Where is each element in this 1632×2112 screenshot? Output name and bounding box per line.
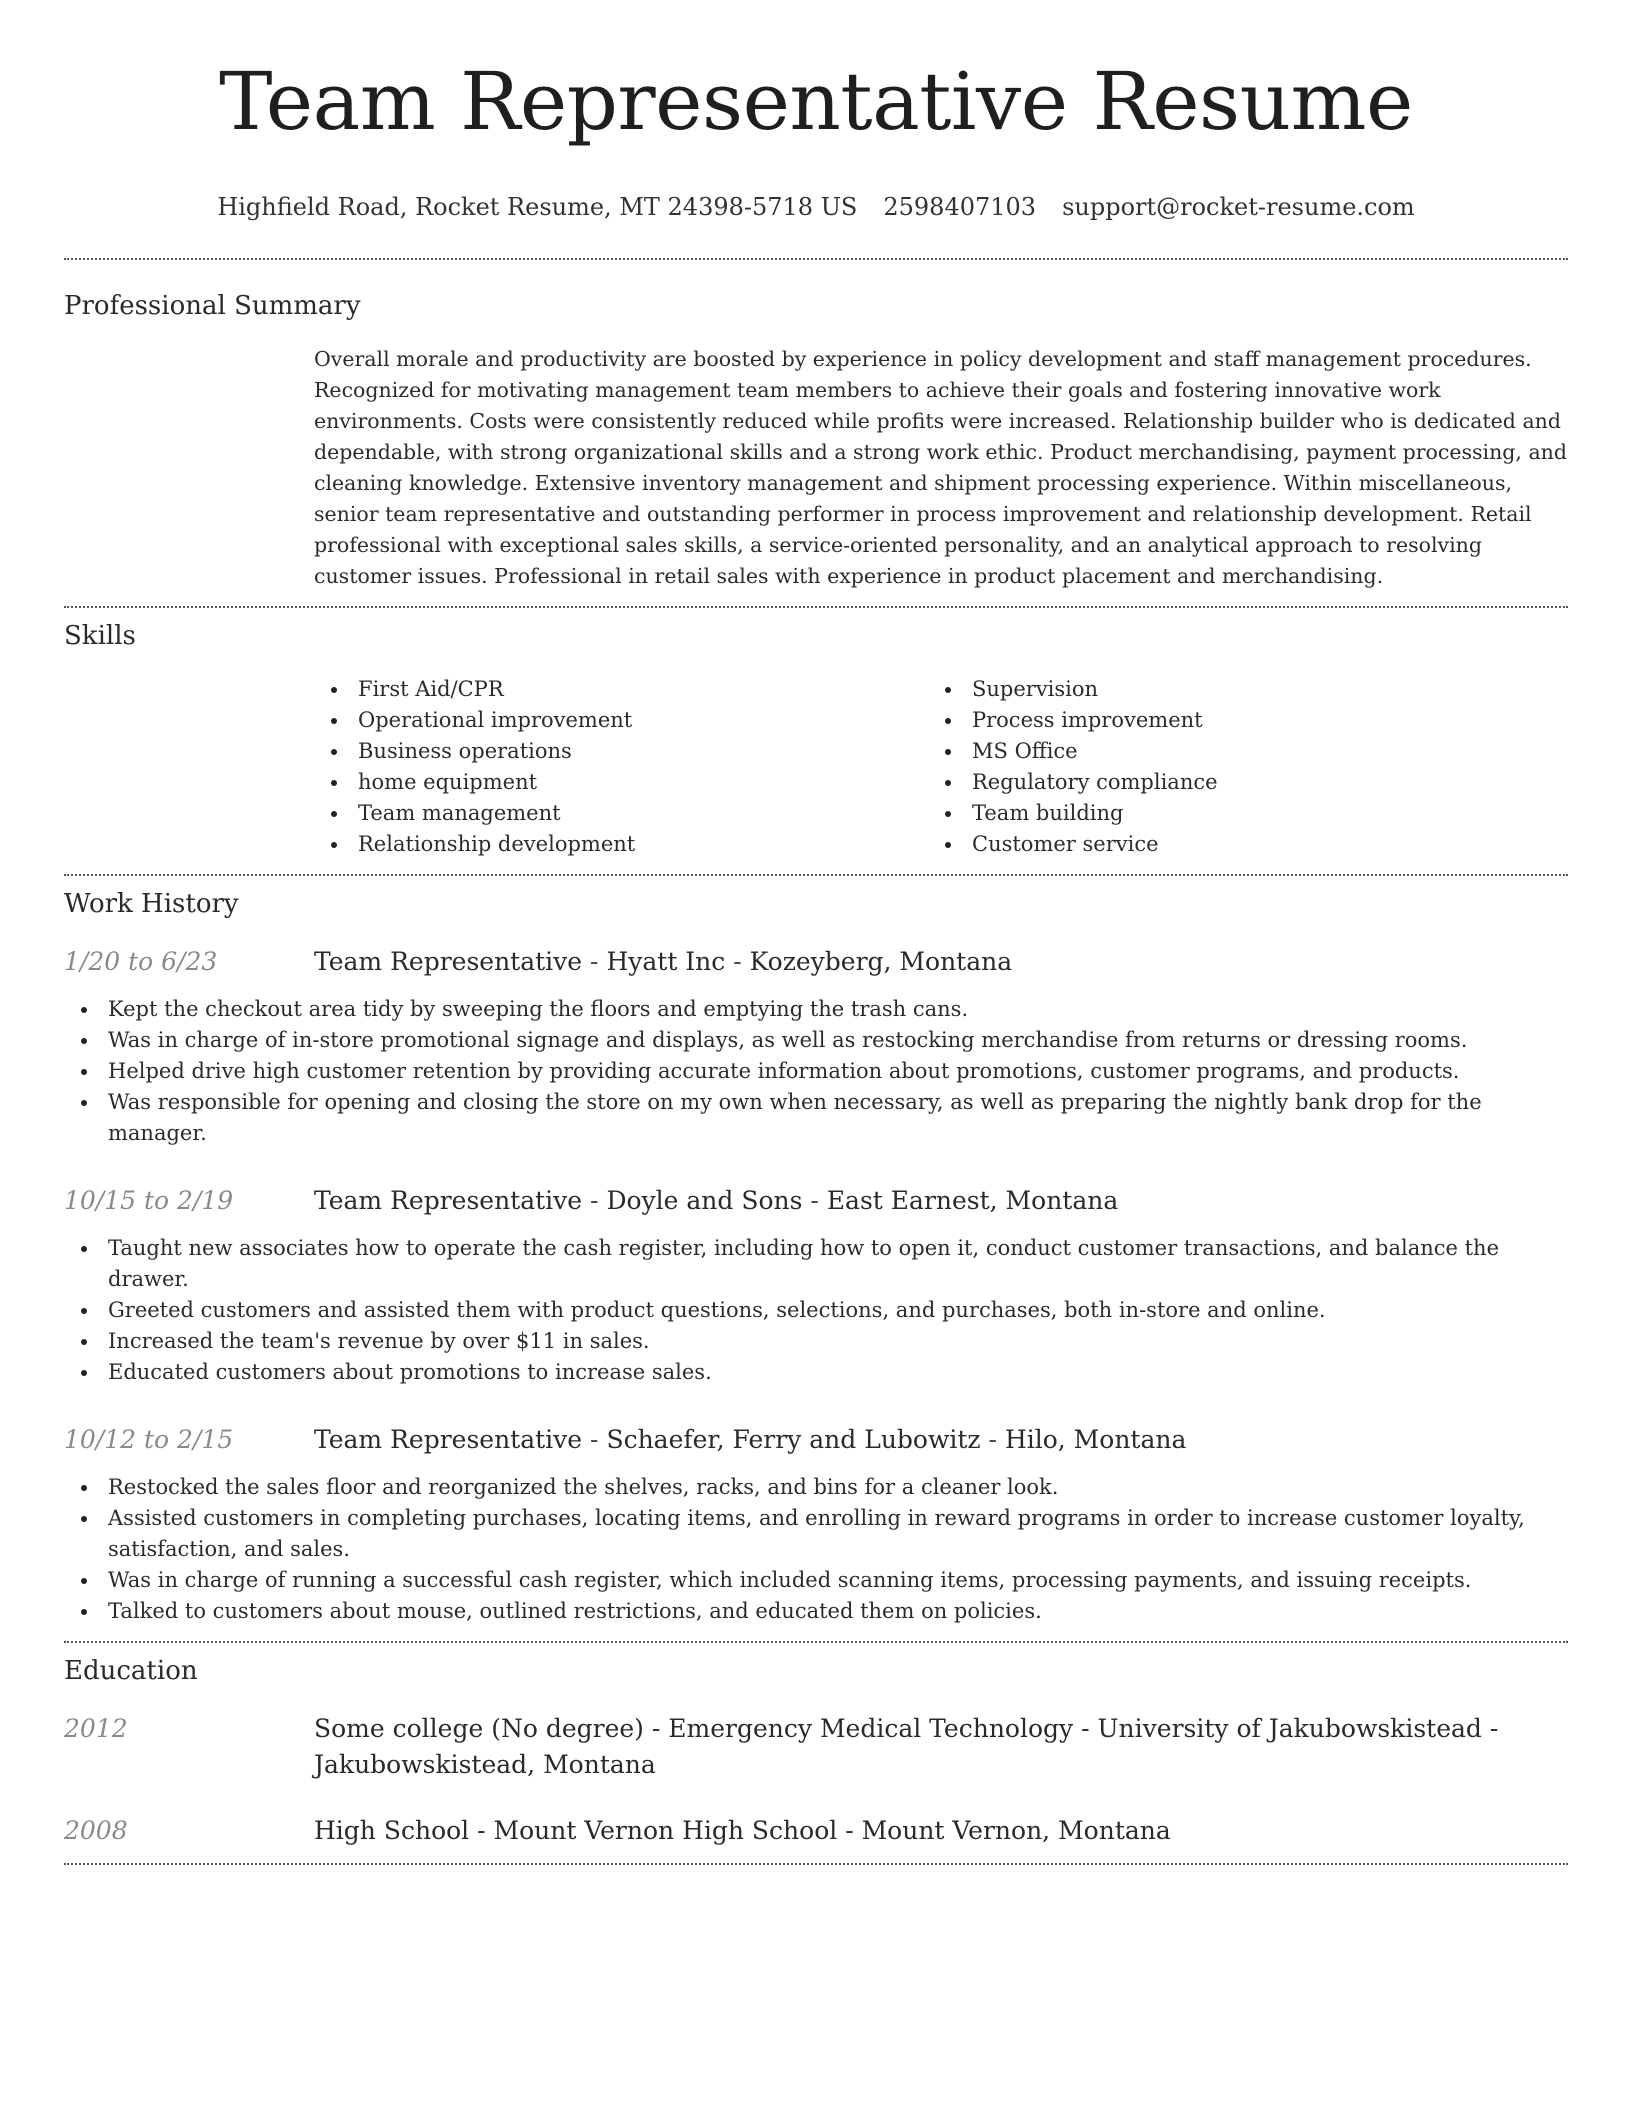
section-title-skills: Skills xyxy=(64,621,136,651)
work-history-section xyxy=(64,876,1568,1641)
job-bullets xyxy=(64,994,1568,1149)
job-bullets xyxy=(64,1233,1568,1388)
job-company: Schaefer, Ferry and Lubowitz xyxy=(606,1425,981,1454)
job-location: East Earnest, Montana xyxy=(826,1186,1119,1215)
skill-item: First Aid/CPR xyxy=(314,674,928,705)
job-company: Doyle and Sons xyxy=(606,1186,803,1215)
education-year: 2008 xyxy=(64,1816,128,1845)
phone: 2598407103 xyxy=(883,193,1037,221)
education-year: 2012 xyxy=(64,1714,128,1743)
skill-item: Relationship development xyxy=(314,829,928,860)
education-entry xyxy=(64,1813,1568,1863)
address: Highfield Road, Rocket Resume, MT 24398-5718 US xyxy=(217,193,858,221)
education-entry xyxy=(64,1711,1568,1783)
job-bullet: Kept the checkout area tidy by sweeping the floors and emptying the trash cans. xyxy=(64,994,1568,1025)
skill-item: Supervision xyxy=(928,674,1542,705)
email: support@rocket-resume.com xyxy=(1062,193,1415,221)
job-entry xyxy=(64,1185,1568,1388)
job-dates: 10/12 to 2/15 xyxy=(64,1425,234,1454)
skills-list-left xyxy=(314,674,928,860)
job-bullets xyxy=(64,1472,1568,1627)
resume-title: Team Representative Resume xyxy=(219,55,1413,148)
section-title-education: Education xyxy=(64,1656,198,1686)
skill-item: Process improvement xyxy=(928,705,1542,736)
section-title-summary: Professional Summary xyxy=(64,291,361,321)
job-entry xyxy=(64,1424,1568,1641)
job-bullet: Helped drive high customer retention by providing accurate information about promotions, customer programs, and products. xyxy=(64,1056,1568,1087)
education-detail: High School - Mount Vernon High School - Mount Vernon, Montana xyxy=(314,1816,1171,1845)
summary-section xyxy=(64,260,1568,606)
job-entry xyxy=(64,946,1568,1149)
job-dates: 1/20 to 6/23 xyxy=(64,947,218,976)
job-bullet: Restocked the sales floor and reorganized the shelves, racks, and bins for a cleaner look. xyxy=(64,1472,1568,1503)
skill-item: Team building xyxy=(928,798,1542,829)
education-section xyxy=(64,1643,1568,1863)
section-divider xyxy=(64,1863,1568,1865)
job-title: Team Representative xyxy=(314,1186,583,1215)
job-dates: 10/15 to 2/19 xyxy=(64,1186,234,1215)
job-bullet: Was in charge of running a successful cash register, which included scanning items, processing payments, and issuing receipts. xyxy=(64,1565,1568,1596)
job-bullet: Was responsible for opening and closing the store on my own when necessary, as well as preparing the nightly bank drop for the manager. xyxy=(64,1087,1568,1149)
skill-item: home equipment xyxy=(314,767,928,798)
skill-item: Business operations xyxy=(314,736,928,767)
contact-line xyxy=(64,192,1568,222)
job-bullet: Educated customers about promotions to increase sales. xyxy=(64,1357,1568,1388)
skill-item: Regulatory compliance xyxy=(928,767,1542,798)
job-heading: Team Representative - Doyle and Sons - East Earnest, Montana xyxy=(314,1186,1119,1215)
skill-item: Operational improvement xyxy=(314,705,928,736)
job-bullet: Talked to customers about mouse, outlined restrictions, and educated them on policies. xyxy=(64,1596,1568,1627)
job-bullet: Increased the team's revenue by over $11 in sales. xyxy=(64,1326,1568,1357)
section-title-work-history: Work History xyxy=(64,889,239,919)
job-location: Kozeyberg, Montana xyxy=(749,947,1013,976)
job-heading: Team Representative - Hyatt Inc - Kozeyberg, Montana xyxy=(314,947,1013,976)
skills-section xyxy=(64,608,1568,874)
job-bullet: Taught new associates how to operate the cash register, including how to open it, conduct customer transactions, and balance the drawer. xyxy=(64,1233,1568,1295)
job-title: Team Representative xyxy=(314,947,583,976)
job-bullet: Assisted customers in completing purchases, locating items, and enrolling in reward programs in order to increase customer loyalty, satisfaction, and sales. xyxy=(64,1503,1568,1565)
summary-text: Overall morale and productivity are boosted by experience in policy development and staff management procedures. Recognized for motivating management team members to achieve their goals and fostering innovative work environments. Costs were consistently reduced while profits were increased. Relationship builder who is dedicated and dependable, with strong organizational skills and a strong work ethic. Product merchandising, payment processing, and cleaning knowledge. Extensive inventory management and shipment processing experience. Within miscellaneous, senior team representative and outstanding performer in process improvement and relationship development. Retail professional with exceptional sales skills, a service-oriented personality, and an analytical approach to resolving customer issues. Professional in retail sales with experience in product placement and merchandising. xyxy=(314,347,1567,588)
skill-item: Team management xyxy=(314,798,928,829)
education-detail: Some college (No degree) - Emergency Medical Technology - University of Jakubowskistead - Jakubowskistead, Montana xyxy=(314,1714,1499,1779)
job-location: Hilo, Montana xyxy=(1004,1425,1187,1454)
job-bullet: Was in charge of in-store promotional signage and displays, as well as restocking merchandise from returns or dressing rooms. xyxy=(64,1025,1568,1056)
skills-list-right xyxy=(928,674,1542,860)
job-title: Team Representative xyxy=(314,1425,583,1454)
job-company: Hyatt Inc xyxy=(606,947,726,976)
job-bullet: Greeted customers and assisted them with product questions, selections, and purchases, both in-store and online. xyxy=(64,1295,1568,1326)
job-heading: Team Representative - Schaefer, Ferry and Lubowitz - Hilo, Montana xyxy=(314,1425,1187,1454)
skill-item: MS Office xyxy=(928,736,1542,767)
skill-item: Customer service xyxy=(928,829,1542,860)
